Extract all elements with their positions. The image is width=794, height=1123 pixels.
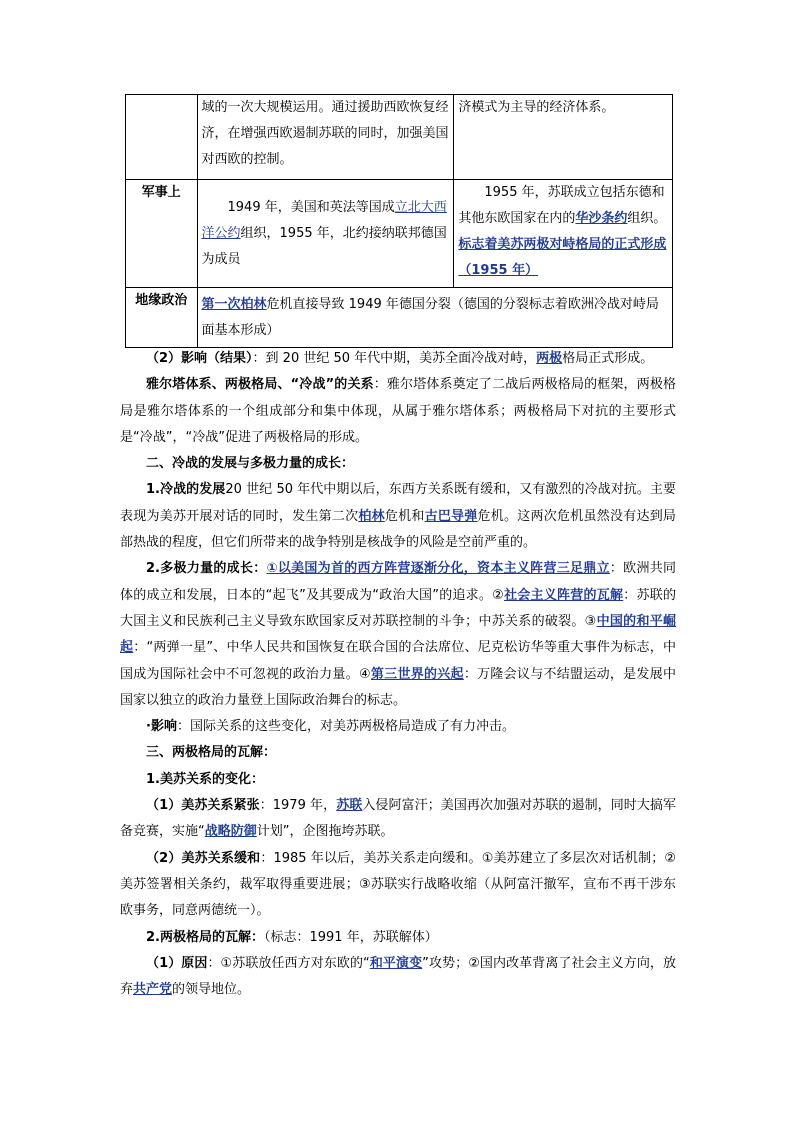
link-peaceful-evolution[interactable]: 和平演变 bbox=[369, 955, 423, 971]
link-cuban-missile[interactable]: 古巴导弹 bbox=[424, 508, 478, 524]
table-row bbox=[126, 288, 673, 348]
table-row-header: 地缘政治 bbox=[126, 288, 198, 348]
link-western-split[interactable]: ①以美国为首的西方阵营逐渐分化，资本主义阵营三足鼎立 bbox=[266, 561, 610, 577]
paragraph-detente: （2）美苏关系缓和：1985 年以后，美苏关系走向缓和。①美苏建立了多层次对话机制；②美苏签署相关条约，裁军取得重要进展；③苏联实行战略收缩（从阿富汗撤军，宣布不再干涉东欧事务，同意两德统一）。 bbox=[120, 850, 677, 919]
paragraph-causes: （1）原因：①苏联放任西方对东欧的“和平演变”攻势；②国内改革背离了社会主义方向，放弃共产党的领导地位。 bbox=[120, 955, 677, 998]
link-nato[interactable]: 立北大西洋公约 bbox=[201, 199, 447, 241]
paragraph-cold-war-development: 1.冷战的发展20 世纪 50 年代中期以后，东西方关系既有缓和，又有激烈的冷战对抗。主要表现为美苏开展对话的同时，发生第二次柏林危机和古巴导弹危机。这两次危机虽然没有达到局部热战的程度，但它们所带来的战争特别是核战争的风险是空前严重的。 bbox=[120, 482, 676, 551]
paragraph-relation: 雅尔塔体系、两极格局、“冷战”的关系：雅尔塔体系奠定了二战后两极格局的框架，两极格局是雅尔塔体系的一个组成部分和集中体现，从属于雅尔塔体系；两极格局下对抗的主要形式是“冷战”，“冷战”促进了两极格局的形成。 bbox=[120, 377, 676, 445]
paragraph-impact: ·影响：国际关系的这些变化，对美苏两极格局造成了有力冲击。 bbox=[146, 719, 515, 735]
link-socialist-collapse[interactable]: 社会主义阵营的瓦解 bbox=[504, 587, 624, 603]
paragraph-influence: （2）影响（结果）：到 20 世纪 50 年代中期，美苏全面冷战对峙，两极格局正式形成。 bbox=[146, 351, 654, 366]
table-cell: 域的一次大规模运用。通过援助西欧恢复经济，在增强西欧遏制苏联的同时，加强美国对西欧的控制。 bbox=[197, 95, 454, 180]
link-soviet[interactable]: 苏联 bbox=[336, 798, 363, 814]
link-sdi[interactable]: 战略防御 bbox=[204, 824, 257, 840]
link-bipolar[interactable]: 两极 bbox=[536, 351, 563, 366]
subheading-collapse: 2.两极格局的瓦解：（标志：1991 年，苏联解体） bbox=[146, 929, 438, 945]
paragraph-tension: （1）美苏关系紧张：1979 年，苏联入侵阿富汗；美国再次加强对苏联的遏制，同时大搞军备竞赛，实施“战略防御计划”，企图拖垮苏联。 bbox=[120, 798, 676, 840]
section-heading-3: 三、两极格局的瓦解： bbox=[146, 745, 277, 761]
table-cell: 第一次柏林危机直接导致 1949 年德国分裂（德国的分裂标志着欧洲冷战对峙局面基本形成） bbox=[197, 288, 672, 348]
link-china-rise[interactable]: 中国的和平崛起 bbox=[120, 613, 676, 656]
link-warsaw-pact[interactable]: 华沙条约 bbox=[575, 211, 628, 226]
table-header-cell-empty bbox=[126, 95, 198, 180]
table-row bbox=[126, 95, 673, 180]
link-third-world[interactable]: 第三世界的兴起 bbox=[370, 666, 464, 682]
table-row bbox=[126, 180, 673, 288]
link-communist-party[interactable]: 共产党 bbox=[133, 982, 173, 998]
subheading-relations: 1.美苏关系的变化： bbox=[146, 771, 264, 787]
table-cell: 1949 年，美国和英法等国成立北大西洋公约组织，1955 年，北约接纳联邦德国为成员 bbox=[197, 180, 454, 288]
table-cell: 1955 年，苏联成立包括东德和其他东欧国家在内的华沙条约组织。标志着美苏两极对峙格局的正式形成（1955 年） bbox=[454, 180, 673, 288]
link-berlin-crisis[interactable]: 第一次柏林 bbox=[201, 296, 267, 312]
section-heading-2: 二、冷战的发展与多极力量的成长： bbox=[146, 456, 355, 472]
table-cell: 济模式为主导的经济体系。 bbox=[454, 95, 673, 180]
document-body bbox=[120, 346, 676, 1003]
comparison-table bbox=[125, 94, 673, 348]
link-bipolar-formation[interactable]: 标志着美苏两极对峙格局的正式形成（1955 年） bbox=[458, 237, 667, 278]
paragraph-multipolar: 2.多极力量的成长：①以美国为首的西方阵营逐渐分化，资本主义阵营三足鼎立：欧洲共同体的成立和发展，日本的“起飞”及其要成为“政治大国”的追求。②社会主义阵营的瓦解：苏联的大国主义和民族利己主义导致东欧国家反对苏联控制的斗争；中苏关系的破裂。③中国的和平崛起：“两弹一星”、中华人民共和国恢复在联合国的合法席位、尼克松访华等重大事件为标志，中国成为国际社会中不可忽视的政治力量。④第三世界的兴起：万隆会议与不结盟运动，是发展中国家以独立的政治力量登上国际政治舞台的标志。 bbox=[120, 561, 677, 708]
table-row-header: 军事上 bbox=[126, 180, 198, 288]
link-berlin[interactable]: 柏林 bbox=[358, 508, 385, 524]
